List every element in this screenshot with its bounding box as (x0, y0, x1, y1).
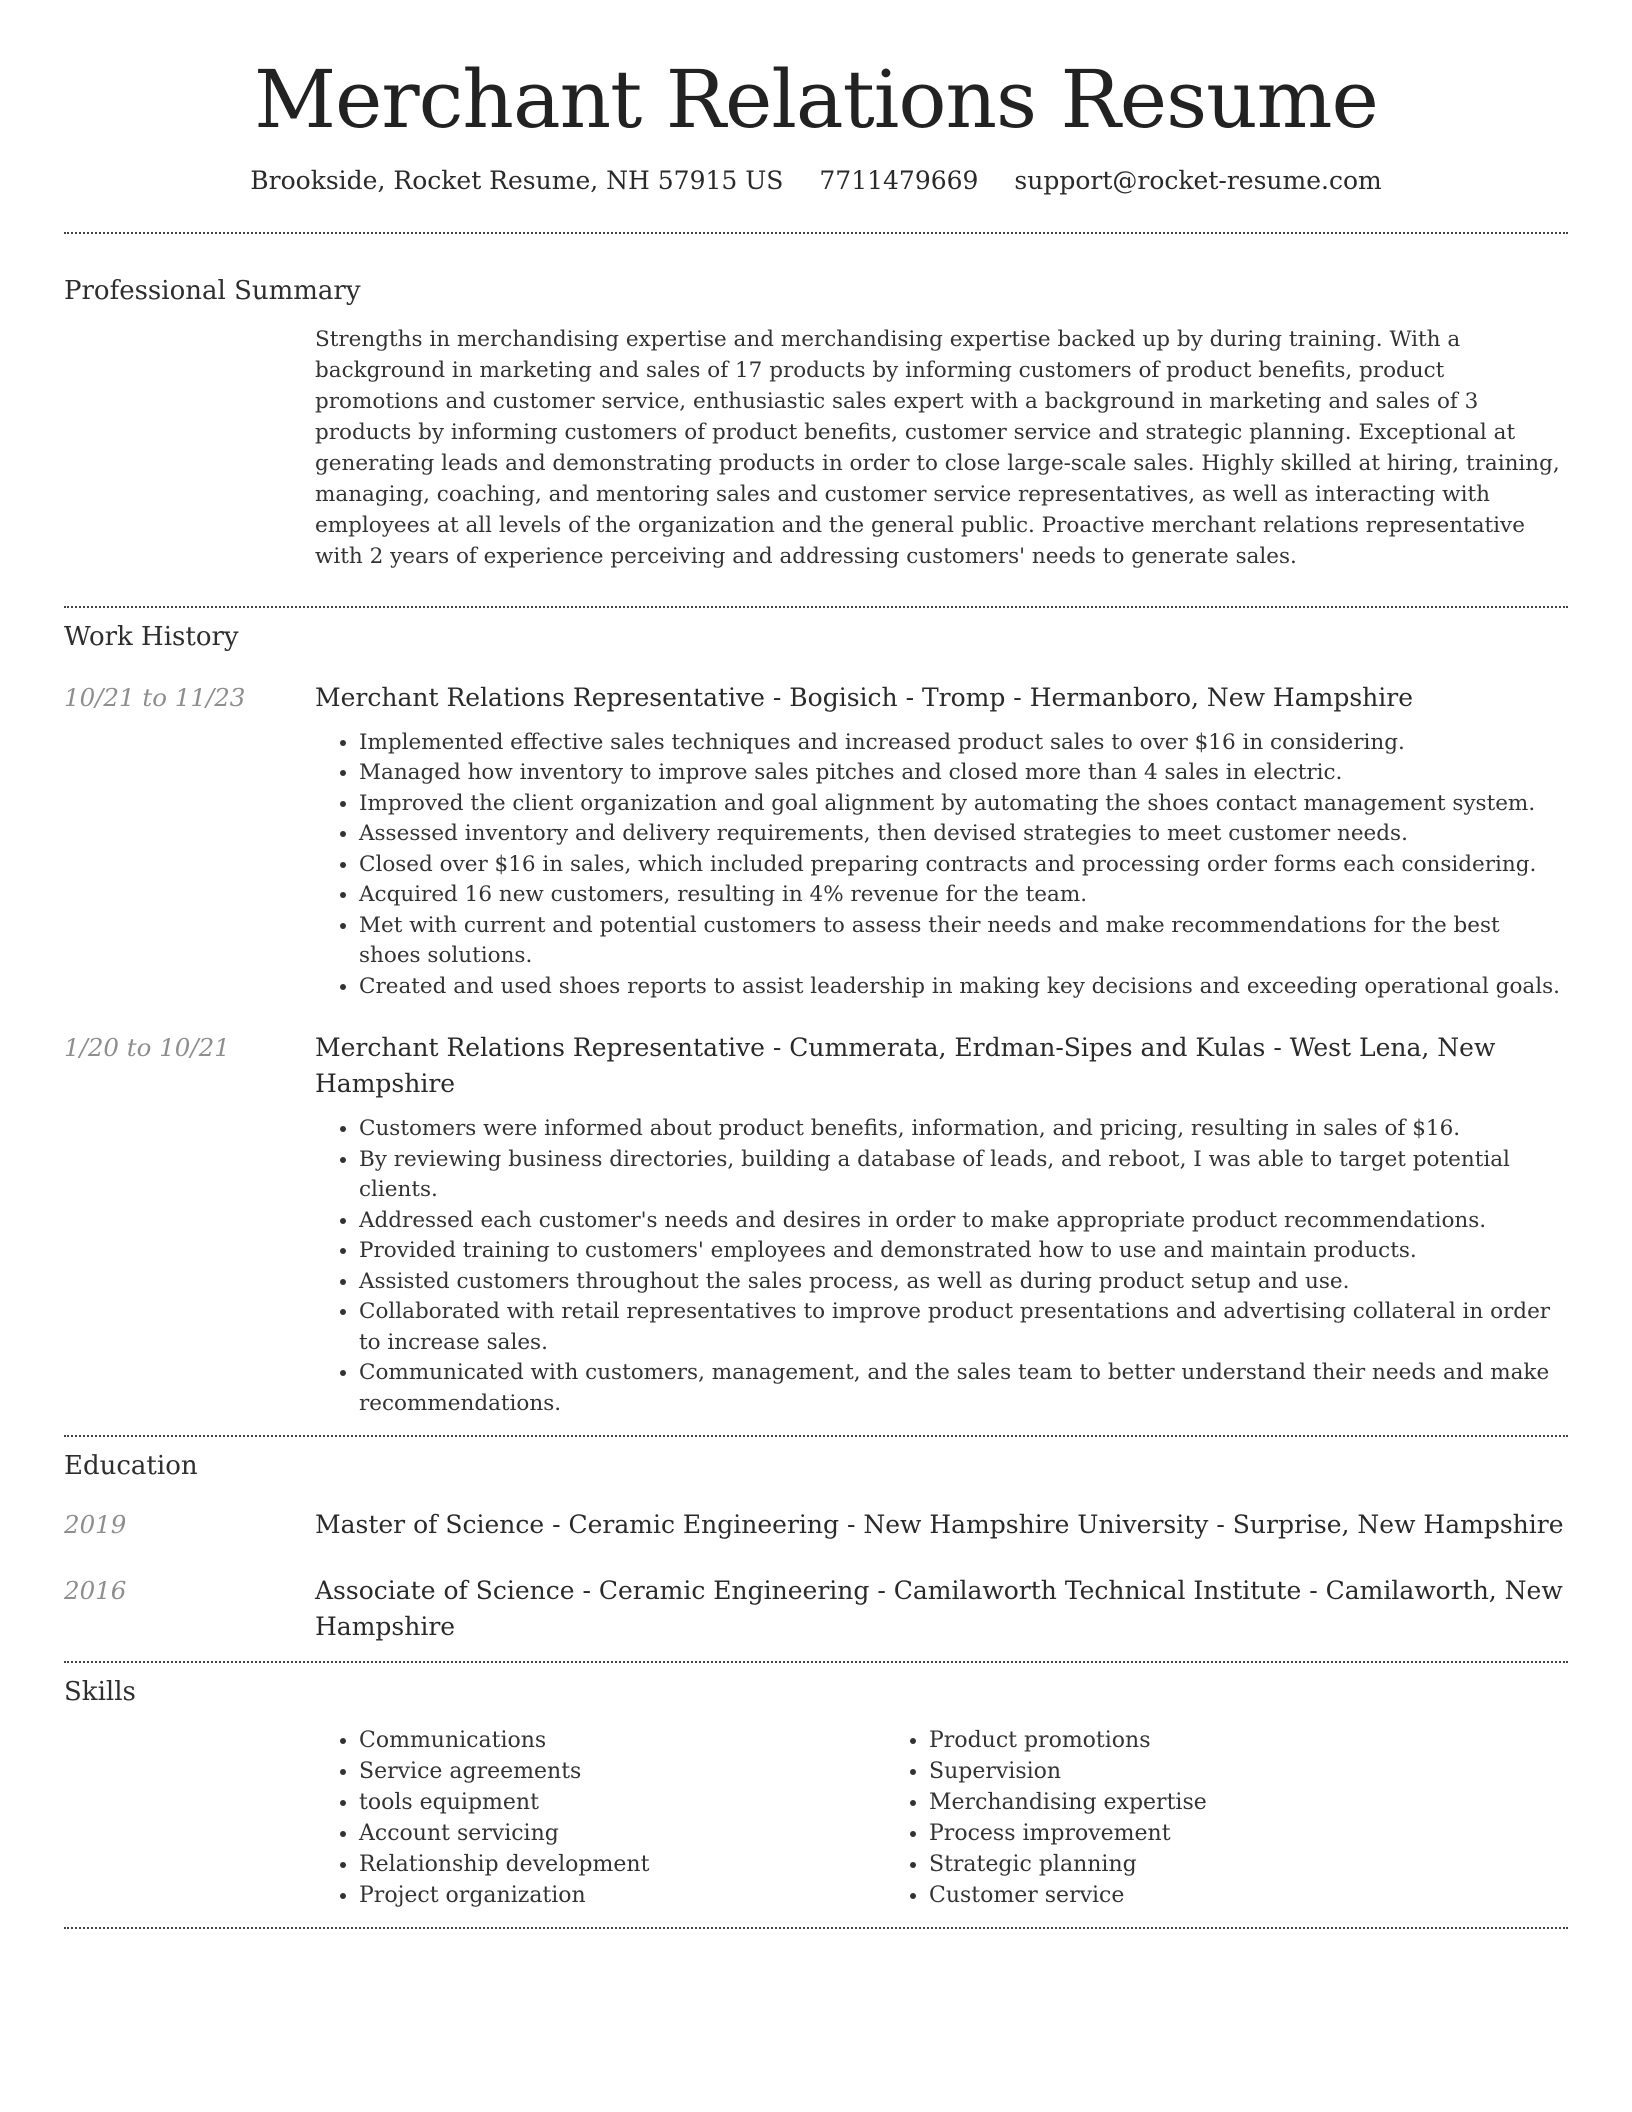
job-bullet: • Met with current and potential customers to assess their needs and make recommendations for the best shoes solutions. (359, 911, 1568, 972)
contact-address: Brookside, Rocket Resume, NH 57915 US (250, 166, 784, 195)
education-year: 2019 (64, 1510, 127, 1539)
job-bullet: • By reviewing business directories, building a database of leads, and reboot, I was able to target potential clients. (359, 1145, 1568, 1206)
job-entry (64, 680, 1568, 1003)
section-heading-work-history: Work History (64, 621, 239, 652)
divider (64, 1927, 1568, 1929)
job-bullet: • Addressed each customer's needs and desires in order to make appropriate product recommendations. (359, 1206, 1568, 1237)
skill-item: • Customer service (929, 1880, 1207, 1911)
summary-text: Strengths in merchandising expertise and merchandising expertise backed up by during training. With a background in marketing and sales of 17 products by informing customers of product benefits, product promotions and customer service, enthusiastic sales expert with a background in marketing and sales of 3 products by informing customers of product benefits, customer service and strategic planning. Exceptional at generating leads and demonstrating products in order to close large-scale sales. Highly skilled at hiring, training, managing, coaching, and mentoring sales and customer service representatives, as well as interacting with employees at all levels of the organization and the general public. Proactive merchant relations representative with 2 years of experience perceiving and addressing customers' needs to generate sales. (315, 327, 1560, 569)
job-bullet: • Communicated with customers, management, and the sales team to better understand their needs and make recommendations. (359, 1358, 1568, 1419)
contact-phone: 7711479669 (819, 166, 979, 195)
skills-list (315, 1725, 1568, 1927)
job-bullet: • Customers were informed about product benefits, information, and pricing, resulting in sales of $16. (359, 1114, 1568, 1145)
job-bullets (315, 1114, 1568, 1419)
skill-item: • Merchandising expertise (929, 1787, 1207, 1818)
resume-title: Merchant Relations Resume (254, 53, 1378, 146)
job-bullet: • Closed over $16 in sales, which included preparing contracts and processing order forms each considering. (359, 850, 1568, 881)
education-entry (64, 1507, 1568, 1543)
divider (64, 606, 1568, 608)
skill-item: • Relationship development (359, 1849, 885, 1880)
contact-line (64, 164, 1568, 198)
section-heading-education: Education (64, 1451, 198, 1481)
job-bullet: • Collaborated with retail representatives to improve product presentations and advertising collateral in order to increase sales. (359, 1297, 1568, 1358)
job-details (315, 1030, 1568, 1419)
skill-item: • Strategic planning (929, 1849, 1207, 1880)
education-degree: Master of Science - Ceramic Engineering - New Hampshire University - Surprise, New Hampshire (315, 1510, 1564, 1539)
section-heading-skills: Skills (64, 1677, 136, 1707)
job-bullet: • Improved the client organization and goal alignment by automating the shoes contact management system. (359, 789, 1568, 820)
education-entry (64, 1573, 1568, 1661)
skill-item: • Service agreements (359, 1756, 885, 1787)
skill-item: • tools equipment (359, 1787, 885, 1818)
divider (64, 1435, 1568, 1437)
job-bullet: • Implemented effective sales techniques and increased product sales to over $16 in considering. (359, 728, 1568, 759)
divider (64, 1661, 1568, 1663)
job-details (315, 680, 1568, 1003)
job-entry (64, 1030, 1568, 1435)
skill-item: • Project organization (359, 1880, 885, 1911)
skill-item: • Communications (359, 1725, 885, 1756)
skill-item: • Supervision (929, 1756, 1207, 1787)
skill-item: • Process improvement (929, 1818, 1207, 1849)
job-bullet: • Assisted customers throughout the sales process, as well as during product setup and use. (359, 1267, 1568, 1298)
job-title: Merchant Relations Representative - Cummerata, Erdman-Sipes and Kulas - West Lena, New Hampshire (315, 1033, 1496, 1098)
job-bullet: • Acquired 16 new customers, resulting in 4% revenue for the team. (359, 880, 1568, 911)
job-dates: 10/21 to 11/23 (64, 682, 246, 712)
job-bullet: • Managed how inventory to improve sales pitches and closed more than 4 sales in electric. (359, 758, 1568, 789)
job-dates: 1/20 to 10/21 (64, 1033, 230, 1062)
contact-email: support@rocket-resume.com (1014, 166, 1382, 195)
section-heading-summary: Professional Summary (64, 276, 361, 306)
job-bullet: • Created and used shoes reports to assist leadership in making key decisions and exceeding operational goals. (359, 972, 1568, 1003)
skills-column (885, 1725, 1207, 1911)
job-bullet: • Provided training to customers' employees and demonstrated how to use and maintain products. (359, 1236, 1568, 1267)
skill-item: • Product promotions (929, 1725, 1207, 1756)
skills-column (315, 1725, 885, 1911)
job-bullet: • Assessed inventory and delivery requirements, then devised strategies to meet customer needs. (359, 819, 1568, 850)
skill-item: • Account servicing (359, 1818, 885, 1849)
divider (64, 232, 1568, 234)
job-title: Merchant Relations Representative - Bogisich - Tromp - Hermanboro, New Hampshire (315, 682, 1414, 712)
job-bullets (315, 728, 1568, 1003)
education-degree: Associate of Science - Ceramic Engineering - Camilaworth Technical Institute - Camilaworth, New Hampshire (315, 1576, 1563, 1641)
education-year: 2016 (64, 1576, 127, 1605)
